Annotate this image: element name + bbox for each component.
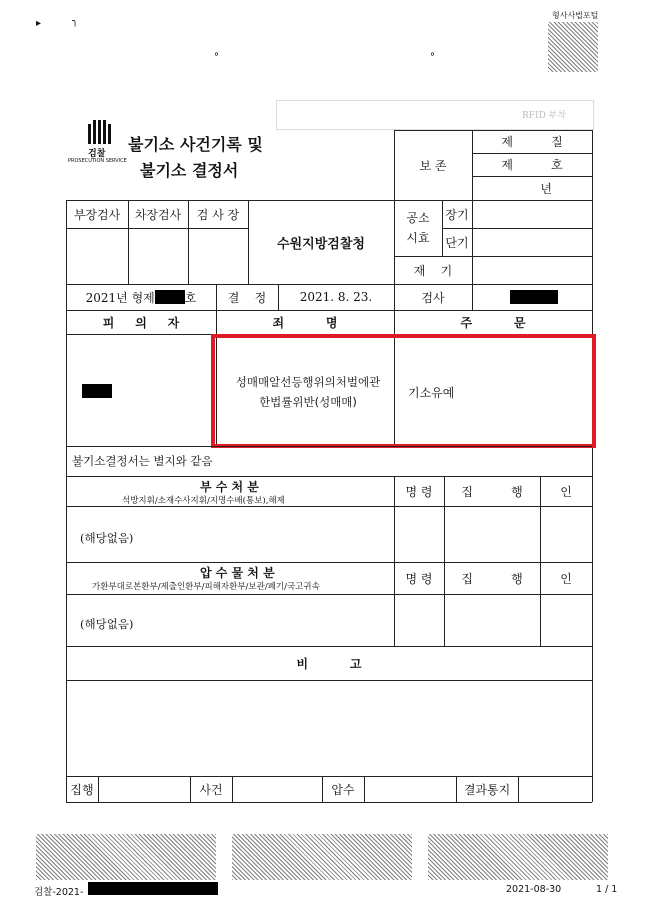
accessory-order: 명 령 <box>405 484 433 499</box>
bottom-seized: 압수 <box>331 782 355 797</box>
prosecution-logo <box>88 120 114 148</box>
statute-short: 단기 <box>445 235 469 250</box>
logo-icon <box>88 120 114 144</box>
approval-col1: 부장검사 <box>73 207 121 222</box>
approval-col3: 검 사 장 <box>196 207 240 222</box>
preserve-row1: 제 질 <box>501 135 563 149</box>
portal-label: 형사사법포털 <box>552 11 599 20</box>
seized-title: 압 수 물 처 분 <box>200 566 275 580</box>
preserve-row3: 년 <box>540 181 552 196</box>
accessory-seal: 인 <box>560 484 572 499</box>
remarks-title: 비 고 <box>296 656 362 671</box>
accessory-subtitle: 석방지휘/소재수사지휘/지명수배(통보),해제 <box>122 496 285 506</box>
scan-mark: ° <box>214 52 219 63</box>
logo-label: 검찰 <box>88 149 106 159</box>
scan-mark: ° <box>430 52 435 63</box>
footer-page: 1 / 1 <box>596 884 618 895</box>
case-suffix: 호 <box>184 290 197 305</box>
decision-label: 결 정 <box>227 290 267 305</box>
seized-seal: 인 <box>560 571 572 586</box>
case-number <box>66 284 216 310</box>
seized-value: (해당없음) <box>80 617 134 631</box>
note-text: 불기소결정서는 별지와 같음 <box>72 454 213 468</box>
footer-date: 2021-08-30 <box>506 884 562 895</box>
barcode-2 <box>232 834 412 880</box>
scan-mark: ╮ <box>72 16 79 27</box>
decision-date: 2021. 8. 23. <box>299 290 373 304</box>
seized-subtitle: 가환부대로본환부/제출인환부/피해자환부/보관/폐기/국고귀속 <box>92 582 320 592</box>
seized-exec: 집 행 <box>461 571 523 586</box>
highlight-box <box>211 334 596 448</box>
logo-sub: PROSECUTION SERVICE <box>68 158 127 164</box>
col-charge: 죄 명 <box>272 315 338 330</box>
preserve-row2: 제 호 <box>501 158 563 172</box>
redacted-prosecutor <box>510 290 558 304</box>
accessory-exec: 집 행 <box>461 484 523 499</box>
approval-col2: 차장검사 <box>134 207 182 222</box>
seized-order: 명 령 <box>405 571 433 586</box>
case-prefix: 2021년 형제 <box>85 290 155 305</box>
redacted-case-no <box>155 290 185 304</box>
office-name: 수원지방검찰청 <box>277 236 365 252</box>
bottom-exec: 집행 <box>70 782 94 797</box>
redacted-suspect <box>82 384 112 398</box>
order-text: 기소유예 <box>408 386 455 400</box>
scan-mark: ▸ <box>36 18 42 29</box>
barcode-1 <box>36 834 216 880</box>
prosecutor-label: 검사 <box>421 290 445 305</box>
preserve-label: 보 존 <box>419 158 447 173</box>
charge-line2: 한법률위반(성매매) <box>259 395 357 409</box>
accessory-value: (해당없음) <box>80 531 134 545</box>
col-order: 주 문 <box>460 315 526 330</box>
statute-label: 공소 시효 <box>406 211 430 245</box>
title-line1: 불기소 사건기록 및 <box>128 135 263 154</box>
bottom-notice: 결과통지 <box>463 782 511 797</box>
title-line2: 불기소 결정서 <box>140 161 239 180</box>
retry-label: 재 기 <box>413 263 453 278</box>
charge-line1: 성매매알선등행위의처벌에관 <box>235 375 381 389</box>
rfid-tag: RFID 부착 <box>522 111 567 121</box>
qr-code <box>548 22 598 72</box>
statute-long: 장기 <box>445 207 469 222</box>
redacted-footer-id <box>88 882 218 895</box>
col-suspect: 피 의 자 <box>102 315 180 330</box>
footer-id: 검찰-2021- <box>34 887 84 898</box>
accessory-title: 부 수 처 분 <box>200 480 259 494</box>
bottom-case: 사건 <box>199 782 223 797</box>
barcode-3 <box>428 834 608 880</box>
